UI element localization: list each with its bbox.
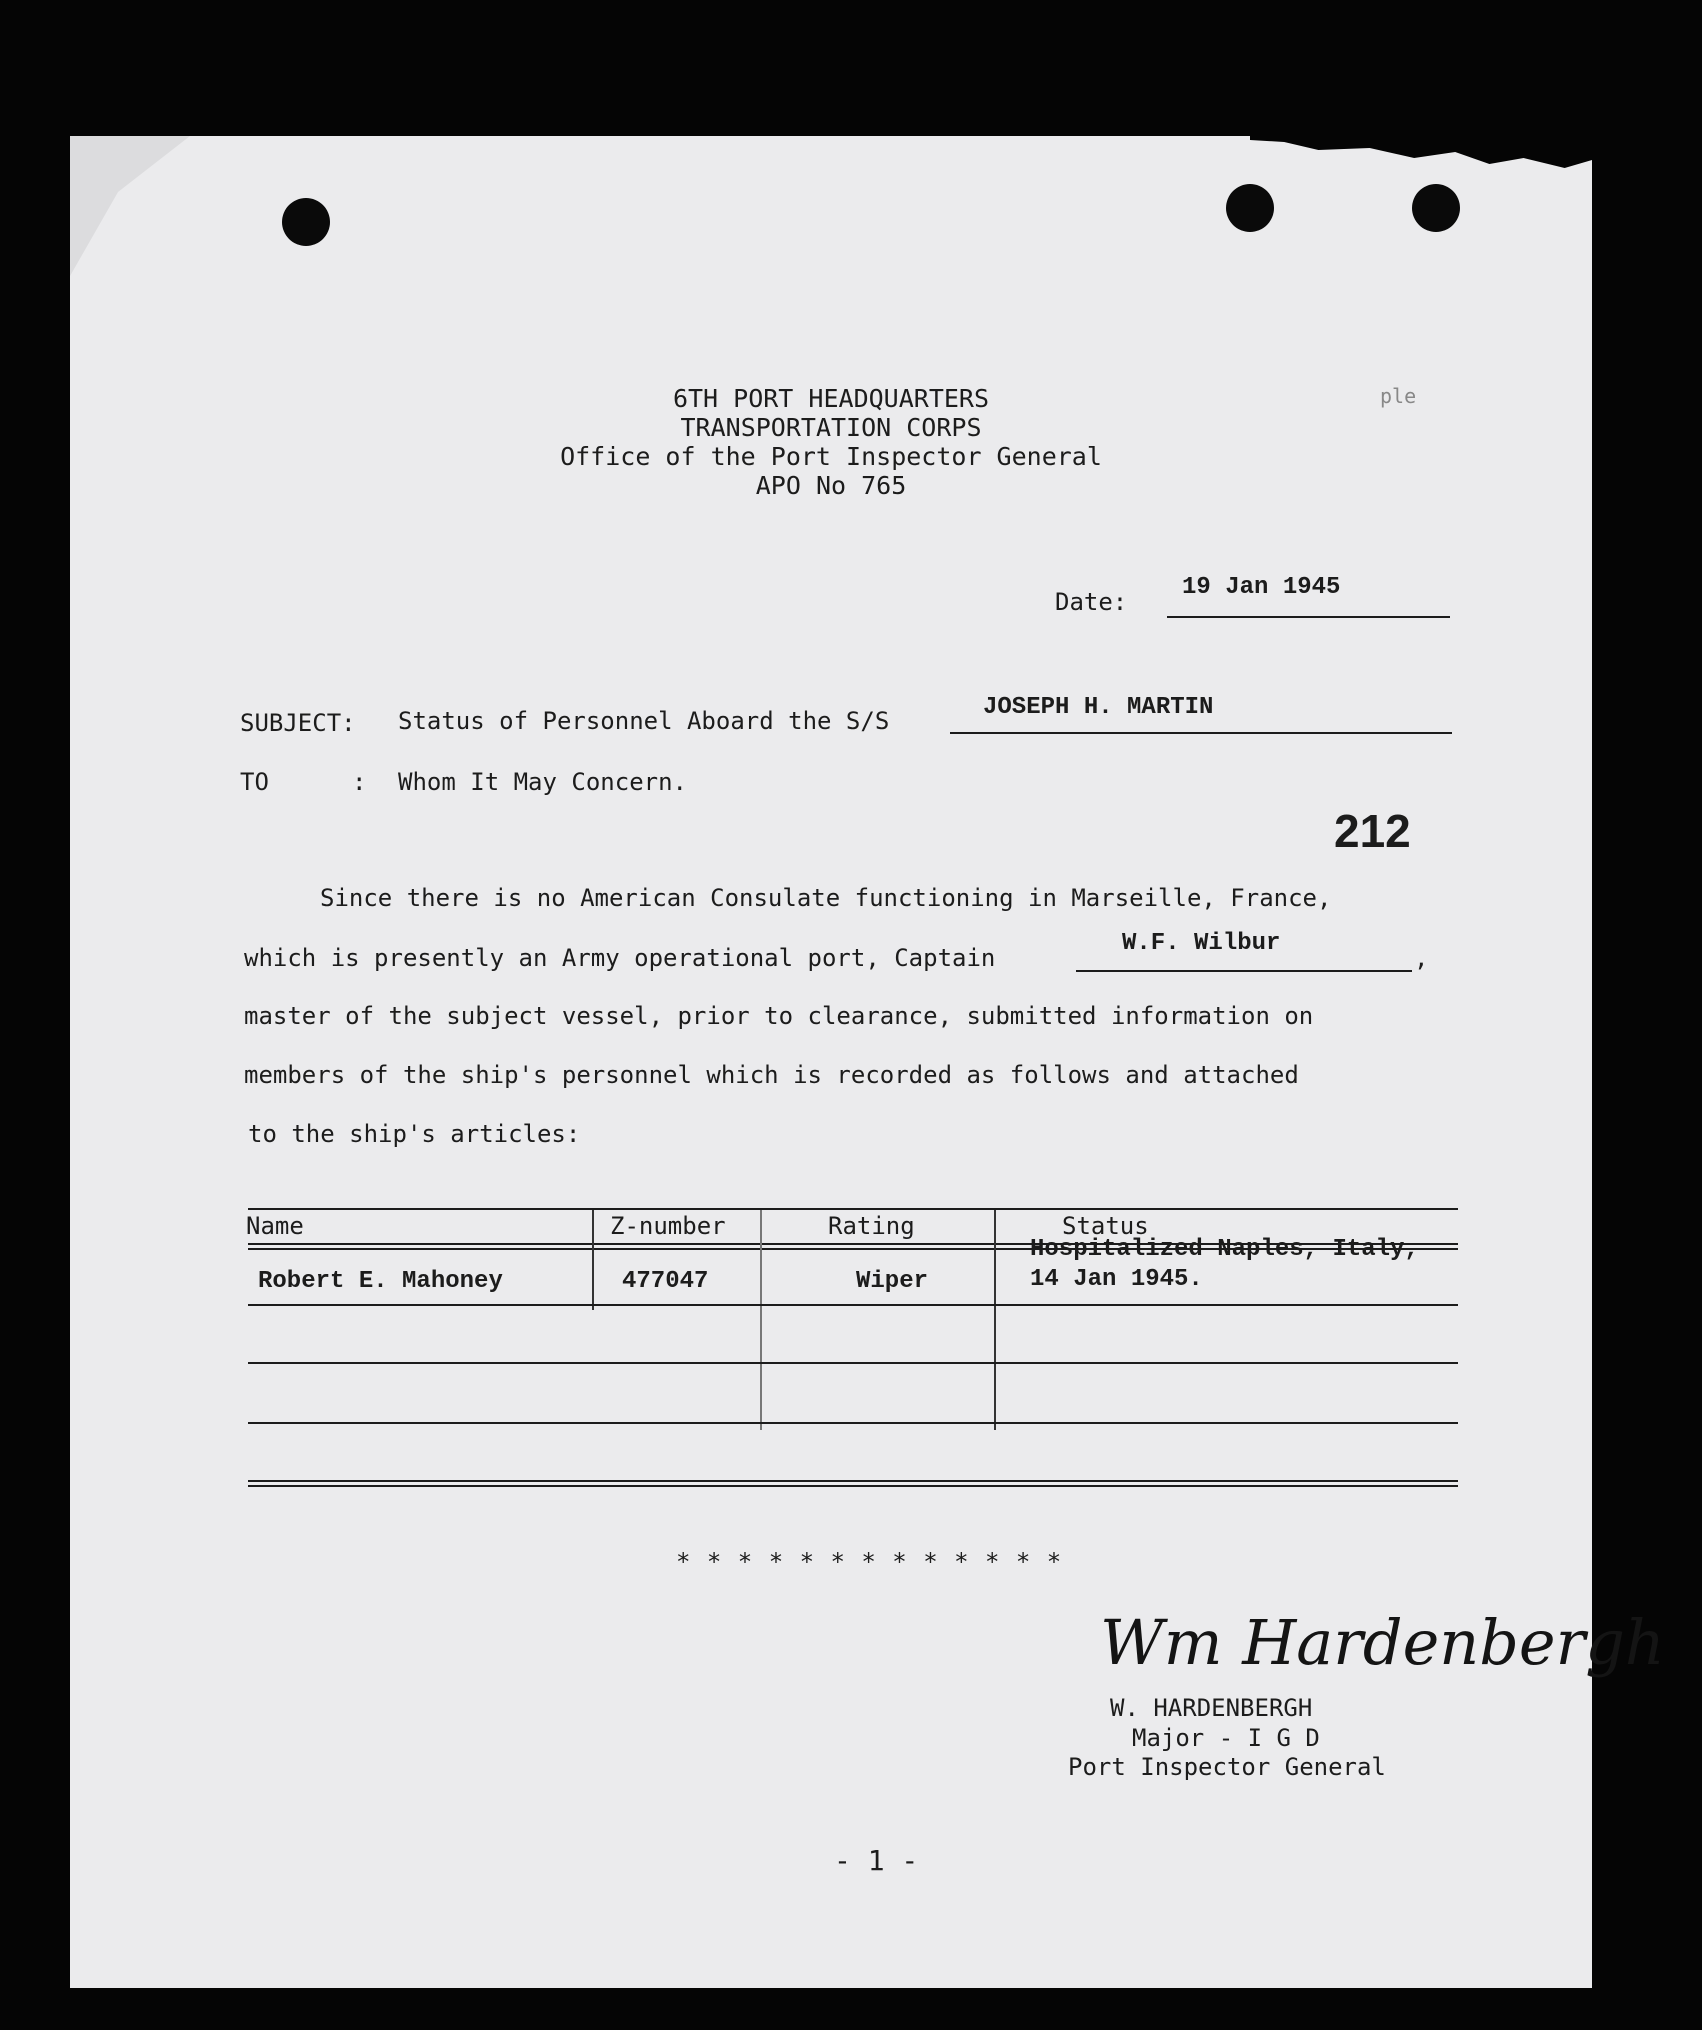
body-line-5: to the ship's articles:	[248, 1120, 581, 1148]
row-status-line-2: 14 Jan 1945.	[1030, 1266, 1203, 1293]
column-divider	[592, 1210, 594, 1310]
to-label: TO	[240, 768, 269, 796]
section-separator: * * * * * * * * * * * * *	[676, 1548, 1063, 1576]
captain-underline	[1076, 970, 1412, 972]
column-header-znumber: Z-number	[610, 1212, 726, 1240]
vessel-name: JOSEPH H. MARTIN	[983, 694, 1214, 721]
date-value: 19 Jan 1945	[1182, 574, 1341, 601]
column-header-rating: Rating	[828, 1212, 915, 1240]
to-text: Whom It May Concern.	[398, 768, 687, 796]
signer-rank: Major - I G D	[1132, 1724, 1320, 1752]
captain-name: W.F. Wilbur	[1122, 930, 1281, 957]
row-rule	[248, 1304, 1458, 1306]
to-colon: :	[352, 768, 367, 796]
row-name: Robert E. Mahoney	[258, 1268, 503, 1295]
header-line-3: Office of the Port Inspector General	[560, 442, 1102, 471]
column-header-name: Name	[246, 1212, 304, 1240]
row-znumber: 477047	[622, 1268, 709, 1295]
document-page	[70, 136, 1665, 1988]
body-line-4: members of the ship's personnel which is recorded as follows and attached	[244, 1061, 1299, 1089]
signer-name: W. HARDENBERGH	[1110, 1694, 1313, 1722]
punch-hole	[1226, 184, 1274, 232]
date-underline	[1167, 616, 1450, 618]
document-number: 212	[1334, 805, 1411, 857]
body-line-3: master of the subject vessel, prior to clearance, submitted information on	[244, 1002, 1314, 1030]
header-line-4: APO No 765	[755, 471, 907, 500]
body-line-1: Since there is no American Consulate functioning in Marseille, France,	[320, 884, 1332, 912]
column-divider	[760, 1210, 762, 1430]
body-line-2-end: ,	[1414, 944, 1429, 972]
column-divider	[994, 1210, 996, 1430]
corner-note: ple	[1380, 384, 1417, 408]
punch-hole	[1412, 184, 1460, 232]
page-number: - 1 -	[834, 1844, 919, 1877]
signer-title: Port Inspector General	[1068, 1753, 1386, 1781]
date-label: Date:	[1055, 588, 1128, 616]
table-bottom-rule	[248, 1480, 1458, 1482]
torn-edge	[1250, 136, 1592, 176]
column-header-status: Status	[1062, 1212, 1149, 1240]
subject-label: SUBJECT:	[240, 709, 356, 737]
header-line-1: 6TH PORT HEADQUARTERS	[672, 384, 990, 413]
vessel-underline	[950, 732, 1452, 734]
body-line-2: which is presently an Army operational port, Captain	[244, 944, 996, 972]
row-rule	[248, 1362, 1458, 1364]
row-rating: Wiper	[856, 1268, 929, 1295]
row-status-line-1: Hospitalized Naples, Italy,	[1030, 1236, 1419, 1263]
folded-corner	[70, 136, 190, 276]
punch-hole	[282, 198, 330, 246]
header-line-2: TRANSPORTATION CORPS	[680, 413, 982, 442]
table-top-rule	[248, 1208, 1458, 1210]
subject-text: Status of Personnel Aboard the S/S	[398, 707, 890, 735]
handwritten-signature: Wm Hardenbergh	[1100, 1606, 1665, 1679]
row-rule	[248, 1422, 1458, 1424]
table-bottom-rule	[248, 1485, 1458, 1487]
